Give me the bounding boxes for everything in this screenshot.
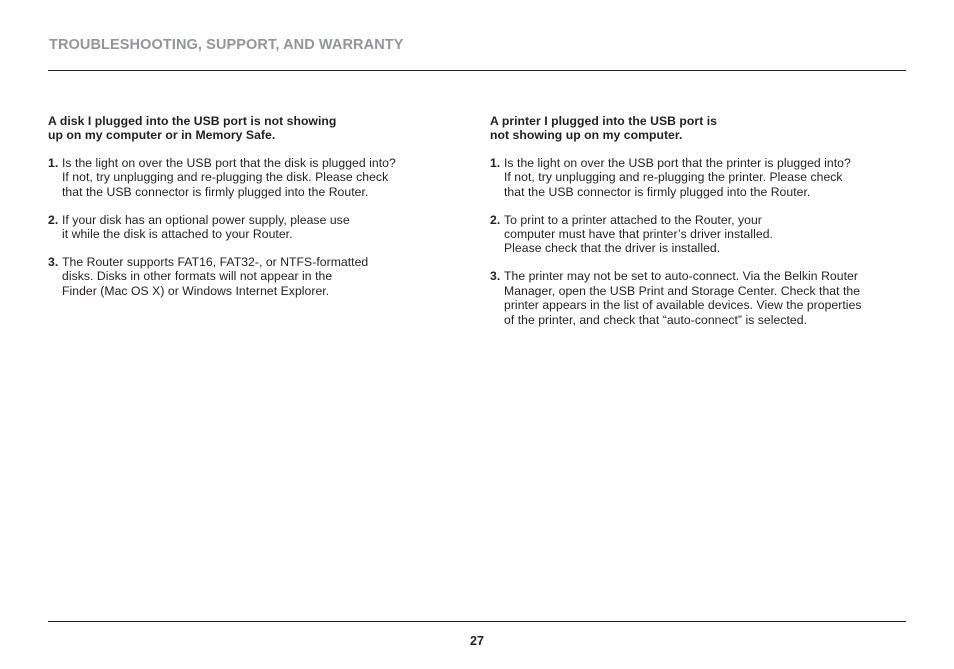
step-item — [48, 213, 448, 242]
step-text: The Router supports FAT16, FAT32-, or NTFS-formatted — [62, 255, 369, 270]
step-number: 2. — [48, 212, 59, 227]
step-text: The printer may not be set to auto-connect. Via the Belkin Router — [504, 269, 858, 284]
question-heading — [490, 114, 910, 143]
step-item — [48, 255, 448, 298]
question-line: not showing up on my computer. — [490, 128, 683, 143]
step-text: Finder (Mac OS X) or Windows Internet Explorer. — [62, 283, 330, 298]
step-text: Manager, open the USB Print and Storage Center. Check that the — [504, 283, 861, 298]
header-divider — [48, 70, 906, 71]
right-column — [490, 114, 910, 341]
step-text: To print to a printer attached to the Router, your — [504, 212, 762, 227]
footer-divider — [48, 621, 906, 622]
question-line: up on my computer or in Memory Safe. — [48, 128, 276, 143]
step-number: 3. — [490, 269, 501, 284]
step-item — [490, 156, 910, 199]
step-text: If not, try unplugging and re-plugging the printer. Please check — [504, 170, 843, 185]
step-text: printer appears in the list of available devices. View the properties — [504, 298, 862, 313]
question-line: A disk I plugged into the USB port is not showing — [48, 114, 337, 128]
step-number: 3. — [48, 255, 59, 270]
question-line: A printer I plugged into the USB port is — [490, 114, 718, 128]
step-text: Is the light on over the USB port that the printer is plugged into? — [504, 155, 851, 170]
step-text: If your disk has an optional power supply, please use — [62, 212, 350, 227]
step-text: that the USB connector is firmly plugged into the Router. — [504, 184, 811, 199]
left-column — [48, 114, 448, 312]
step-item — [48, 156, 448, 199]
step-text: that the USB connector is firmly plugged into the Router. — [62, 184, 369, 199]
step-number: 2. — [490, 212, 501, 227]
step-number: 1. — [48, 155, 59, 170]
step-number: 1. — [490, 155, 501, 170]
step-text: computer must have that printer’s driver installed. — [504, 227, 773, 242]
step-text: disks. Disks in other formats will not appear in the — [62, 269, 333, 284]
page-number: 27 — [470, 634, 484, 648]
step-item — [490, 269, 910, 327]
step-text: it while the disk is attached to your Router. — [62, 227, 293, 242]
step-text: If not, try unplugging and re-plugging the disk. Please check — [62, 170, 389, 185]
step-text: Please check that the driver is installed. — [504, 241, 721, 256]
section-title: TROUBLESHOOTING, SUPPORT, AND WARRANTY — [49, 37, 404, 53]
step-item — [490, 213, 910, 256]
question-heading — [48, 114, 448, 143]
step-text: Is the light on over the USB port that the disk is plugged into? — [62, 155, 396, 170]
step-text: of the printer, and check that “auto-connect” is selected. — [504, 312, 808, 327]
